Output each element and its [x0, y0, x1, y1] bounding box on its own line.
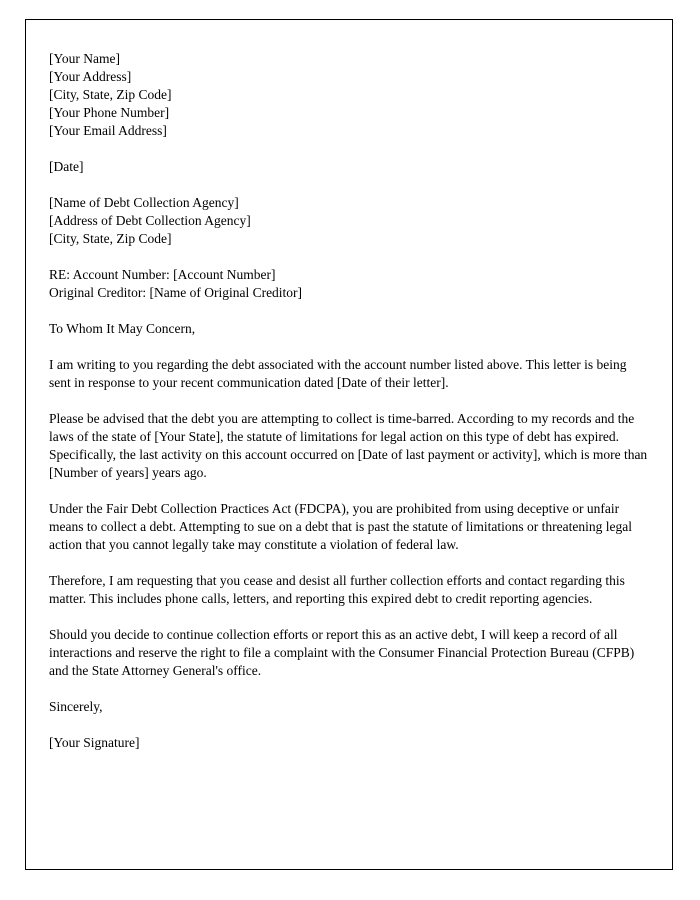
sender-phone: [Your Phone Number] [49, 105, 170, 120]
signature-line: [Your Signature] [49, 735, 140, 750]
sender-address-block [49, 50, 648, 140]
salutation [49, 320, 648, 338]
recipient-address: [Address of Debt Collection Agency] [49, 213, 251, 228]
sender-address: [Your Address] [49, 69, 132, 84]
body-paragraph: Therefore, I am requesting that you cease and desist all further collection efforts and contact regarding this matter. This includes phone calls, letters, and reporting this expired debt to credit reporting agencies. [49, 573, 625, 606]
letter-page [25, 19, 673, 870]
date-block [49, 158, 648, 176]
recipient-address-block [49, 194, 648, 248]
sender-email: [Your Email Address] [49, 123, 167, 138]
subject-re-line: RE: Account Number: [Account Number] [49, 267, 276, 282]
recipient-name: [Name of Debt Collection Agency] [49, 195, 239, 210]
body-paragraph: I am writing to you regarding the debt associated with the account number listed above. This letter is being sent in response to your recent communication dated [Date of their letter]. [49, 357, 627, 390]
body-paragraph: Under the Fair Debt Collection Practices Act (FDCPA), you are prohibited from using deceptive or unfair means to collect a debt. Attempting to sue on a debt that is past the statute of limitations or threatening legal action that you cannot legally take may constitute a violation of federal law. [49, 501, 632, 552]
closing [49, 698, 648, 716]
recipient-city-state-zip: [City, State, Zip Code] [49, 231, 172, 246]
signature-placeholder [49, 734, 648, 752]
closing-line: Sincerely, [49, 699, 103, 714]
subject-creditor-line: Original Creditor: [Name of Original Creditor] [49, 285, 303, 300]
salutation-line: To Whom It May Concern, [49, 321, 196, 336]
body-paragraph: Should you decide to continue collection efforts or report this as an active debt, I will keep a record of all interactions and reserve the right to file a complaint with the Consumer Financial Protection Bureau (CFPB) and the State Attorney General's office. [49, 627, 635, 678]
sender-name: [Your Name] [49, 51, 120, 66]
date-line: [Date] [49, 159, 84, 174]
body-paragraph: Please be advised that the debt you are attempting to collect is time-barred. According to my records and the laws of the state of [Your State], the statute of limitations for legal action on this type of debt has expired. Specifically, the last activity on this account occurred on [Date of last payment or activity], which is more than [Number of years] years ago. [49, 411, 648, 480]
subject-block [49, 266, 648, 302]
sender-city-state-zip: [City, State, Zip Code] [49, 87, 172, 102]
